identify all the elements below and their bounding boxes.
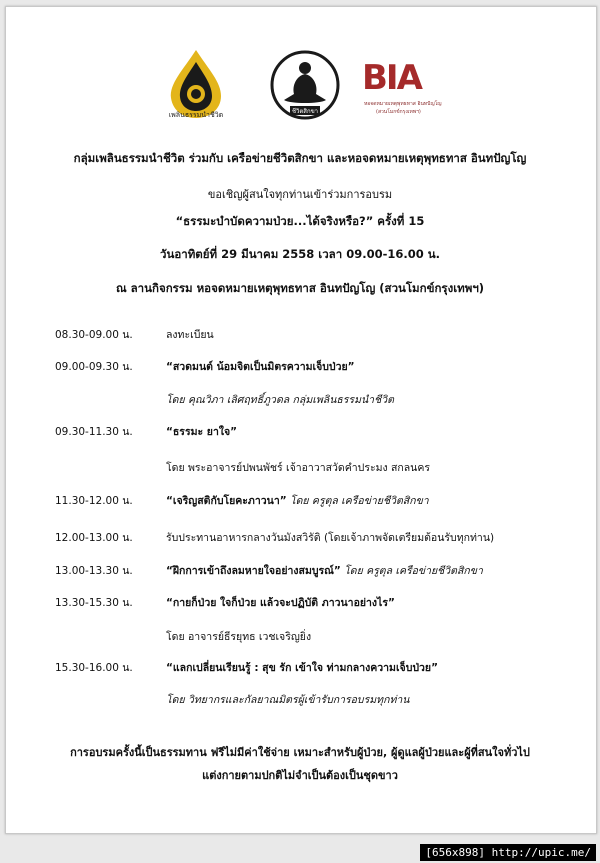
bia-subtitle: หอจดหมายเหตุพุทธทาส อินทปัญโญ [364,101,442,107]
poster-sheet [5,6,597,834]
schedule-title: “ฝึกการเข้าถึงลมหายใจอย่างสมบูรณ์” [166,565,341,577]
schedule-title: “สวดมนต์ น้อมจิตเป็นมิตรความเจ็บป่วย” [166,361,355,373]
schedule-title: “กายก็ป่วย ใจก็ป่วย แล้วจะปฏิบัติ ภาวนาอย่างไร” [166,597,395,609]
venue: ณ ลานกิจกรรม หอจดหมายเหตุพุทธทาส อินทปัญโญ (สวนโมกข์กรุงเทพฯ) [115,281,485,295]
logo1-label: เพลินธรรมนำชีวิต [168,111,224,119]
schedule-title: “เจริญสติกับโยคะภาวนา” [166,495,287,507]
schedule-title-line [166,492,429,509]
chiwit-sikkha-logo [270,48,340,122]
bia-logo [362,58,442,122]
schedule-time: 09.00-09.30 น. [55,361,133,373]
schedule-time: 13.30-15.30 น. [55,597,133,609]
schedule-speaker: โดย อาจารย์ธีรยุทธ เวชเจริญยิ่ง [166,631,312,643]
bia-wordmark: BIA [362,58,421,98]
schedule-title-line [166,562,483,579]
schedule-time: 08.30-09.00 น. [55,329,133,341]
schedule-title: “แลกเปลี่ยนเรียนรู้ : สุข รัก เข้าใจ ท่ามกลางความเจ็บป่วย” [166,662,438,674]
schedule-speaker: โดย ครูตุล เครือข่ายชีวิตสิกขา [289,495,429,507]
bia-subtitle-2: (สวนโมกข์กรุงเทพฯ) [376,109,421,115]
date-time: วันอาทิตย์ที่ 29 มีนาคม 2558 เวลา 09.00-16.00 น. [160,247,440,261]
schedule-speaker: โดย คุณวิภา เลิศฤทธิ์ภูวดล กลุ่มเพลินธรรมนำชีวิต [166,394,394,406]
watermark-label: [656x898] http://upic.me/ [420,844,596,861]
schedule-time: 15.30-16.00 น. [55,662,133,674]
schedule-title: “ธรรมะ ยาใจ” [166,426,238,438]
schedule-time: 09.30-11.30 น. [55,426,133,438]
organizers-line: กลุ่มเพลินธรรมนำชีวิต ร่วมกับ เครือข่ายชีวิตสิกขา และหอจดหมายเหตุพุทธทาส อินทปัญโญ [73,151,527,165]
schedule-time: 13.00-13.30 น. [55,565,133,577]
logo2-label: ชีวิตสิกขา [291,108,319,115]
schedule-speaker: โดย ครูตุล เครือข่ายชีวิตสิกขา [344,565,483,577]
schedule-time: 11.30-12.00 น. [55,495,133,507]
schedule-time: 12.00-13.00 น. [55,532,133,544]
footer-note: การอบรมครั้งนี้เป็นธรรมทาน ฟรีไม่มีค่าใช้จ่าย เหมาะสำหรับผู้ป่วย, ผู้ดูแลผู้ป่วยและผู้ที่สนใจทั่วไป [70,746,530,759]
invitation-line: ขอเชิญผู้สนใจทุกท่านเข้าร่วมการอบรม [207,188,393,201]
logo-row [0,48,600,128]
course-title: “ธรรมะบำบัดความป่วย...ได้จริงหรือ?” ครั้งที่ 15 [175,214,425,228]
schedule-speaker: โดย พระอาจารย์ปพนพัชร์ เจ้าอาวาสวัดคำประมง สกลนคร [166,462,431,474]
schedule-title: รับประทานอาหารกลางวันมังสวิรัติ (โดยเจ้าภาพจัดเตรียมต้อนรับทุกท่าน) [166,532,495,544]
plearn-dhamma-logo [165,48,227,120]
schedule-title: ลงทะเบียน [166,329,214,341]
schedule-speaker: โดย วิทยากรและกัลยาณมิตรผู้เข้ารับการอบรมทุกท่าน [166,694,410,706]
dress-code-note: แต่งกายตามปกติไม่จำเป็นต้องเป็นชุดขาว [202,769,398,782]
